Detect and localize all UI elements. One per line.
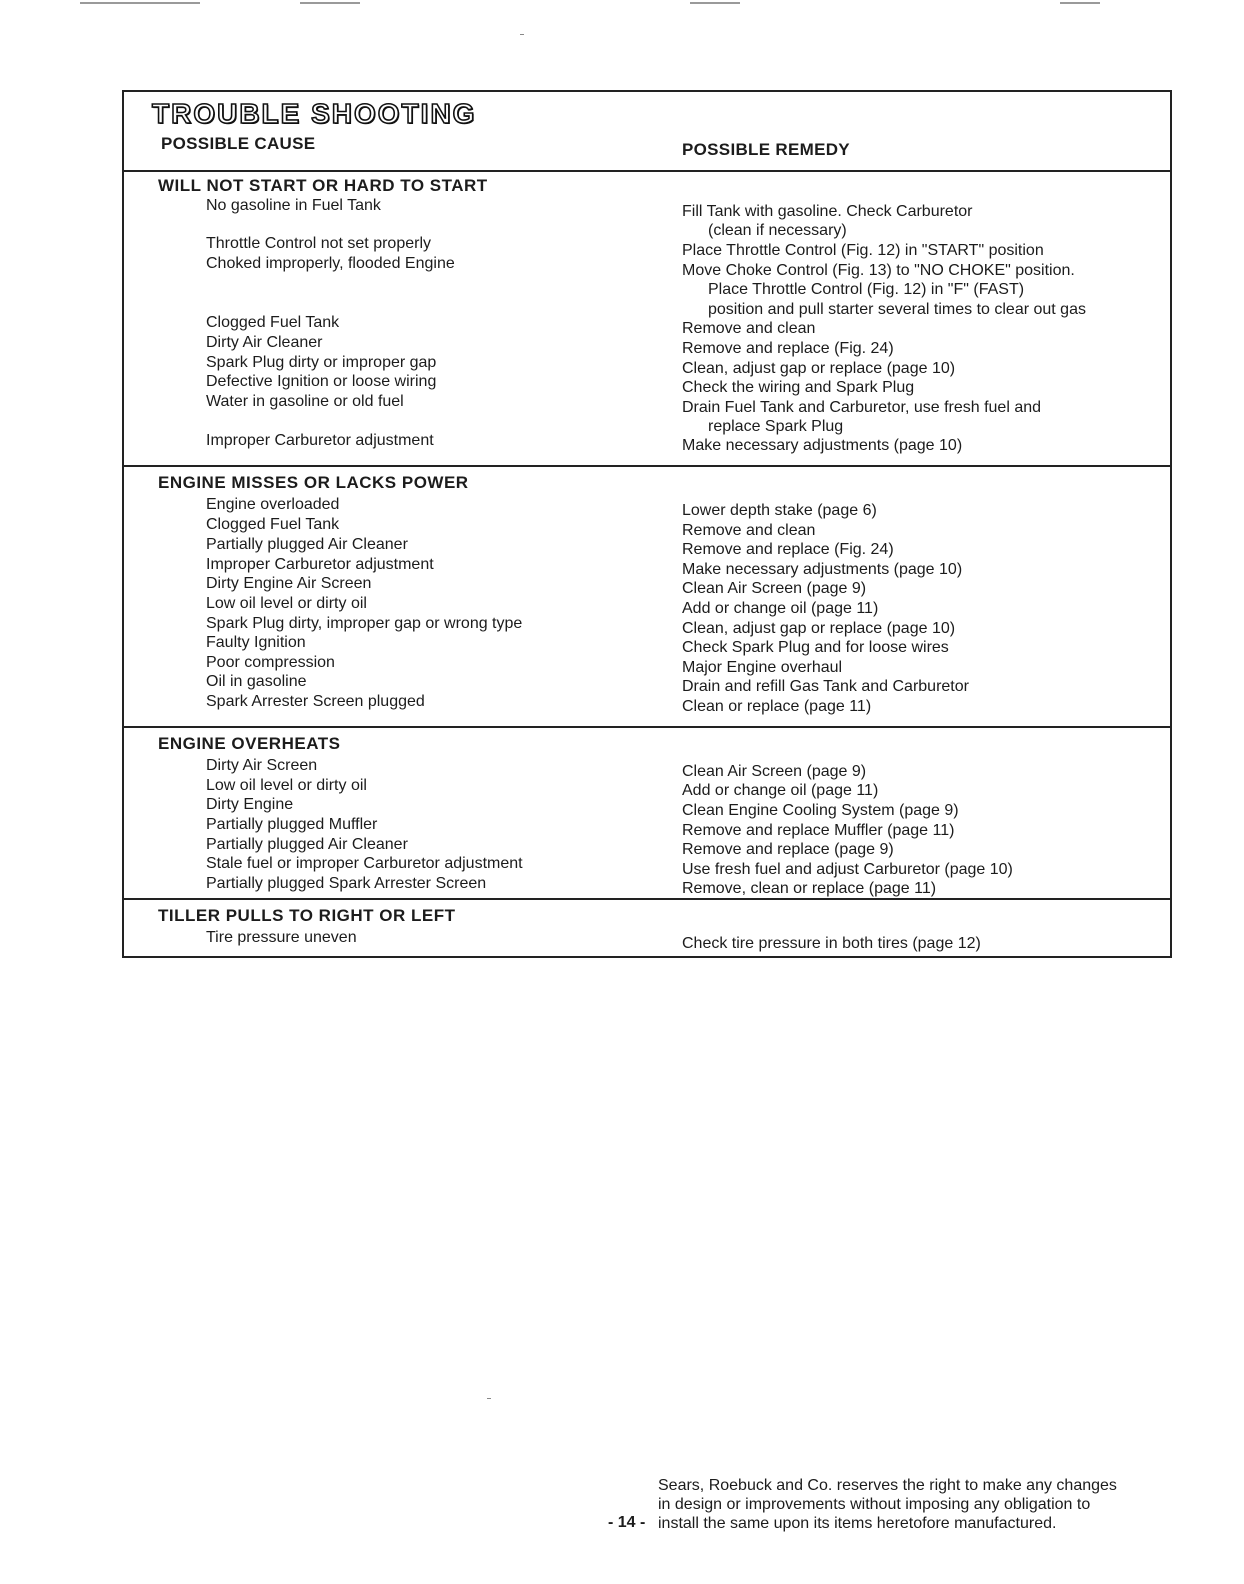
remedy-item: Move Choke Control (Fig. 13) to "NO CHOKE" position. [682, 262, 1075, 279]
cause-item: Clogged Fuel Tank [206, 516, 340, 533]
page-title: TROUBLE SHOOTING [152, 98, 477, 129]
scan-mark [300, 2, 360, 4]
remedy-item: (clean if necessary) [708, 222, 847, 239]
scan-mark [1060, 2, 1100, 4]
cause-item: Partially plugged Air Cleaner [206, 836, 408, 853]
remedy-item: Remove and clean [682, 320, 816, 337]
troubleshooting-table [122, 90, 1172, 958]
cause-item: Throttle Control not set properly [206, 235, 431, 252]
remedy-item: Add or change oil (page 11) [682, 782, 879, 799]
cause-item: Water in gasoline or old fuel [206, 393, 404, 410]
cause-item: Clogged Fuel Tank [206, 314, 340, 331]
section-engine-misses [124, 467, 1170, 728]
remedy-item: Clean Engine Cooling System (page 9) [682, 802, 959, 819]
remedy-item: Major Engine overhaul [682, 659, 843, 676]
cause-item: Dirty Air Cleaner [206, 334, 323, 351]
section-title: ENGINE OVERHEATS [158, 734, 341, 753]
remedy-item: Clean or replace (page 11) [682, 698, 872, 715]
scan-speck [487, 1398, 491, 1399]
remedy-item: Clean, adjust gap or replace (page 10) [682, 360, 956, 377]
page-number: - 14 - [608, 1514, 646, 1531]
cause-item: Partially plugged Spark Arrester Screen [206, 875, 487, 892]
remedy-item: Check the wiring and Spark Plug [682, 379, 915, 396]
scan-mark [80, 2, 200, 4]
remedy-item: Place Throttle Control (Fig. 12) in "F" (FAST) [708, 281, 1025, 298]
cause-item: Spark Plug dirty or improper gap [206, 354, 437, 371]
remedy-item: Remove, clean or replace (page 11) [682, 880, 937, 897]
remedy-item: Remove and replace (page 9) [682, 841, 894, 858]
remedy-item: Lower depth stake (page 6) [682, 502, 877, 519]
remedy-item: Drain and refill Gas Tank and Carburetor [682, 678, 969, 695]
remedy-item: Clean Air Screen (page 9) [682, 580, 867, 597]
cause-item: Dirty Air Screen [206, 757, 318, 774]
remedy-item: position and pull starter several times to clear out gas [708, 301, 1086, 318]
cause-item: Stale fuel or improper Carburetor adjustment [206, 855, 523, 872]
remedy-item: Check Spark Plug and for loose wires [682, 639, 949, 656]
cause-item: Dirty Engine Air Screen [206, 575, 372, 592]
remedy-item: Drain Fuel Tank and Carburetor, use fresh fuel and [682, 399, 1042, 416]
remedy-item: Place Throttle Control (Fig. 12) in "START" position [682, 242, 1044, 259]
remedy-item: Fill Tank with gasoline. Check Carburetor [682, 203, 973, 220]
remedy-item: Clean, adjust gap or replace (page 10) [682, 620, 956, 637]
cause-item: Improper Carburetor adjustment [206, 556, 434, 573]
cause-item: No gasoline in Fuel Tank [206, 197, 381, 214]
remedy-item: Make necessary adjustments (page 10) [682, 561, 963, 578]
cause-item: Poor compression [206, 654, 335, 671]
cause-item: Tire pressure uneven [206, 929, 357, 946]
cause-item: Defective Ignition or loose wiring [206, 373, 437, 390]
cause-item: Low oil level or dirty oil [206, 595, 367, 612]
remedy-item: Remove and replace (Fig. 24) [682, 340, 894, 357]
cause-item: Partially plugged Muffler [206, 816, 378, 833]
scan-speck [520, 34, 524, 35]
cause-item: Choked improperly, flooded Engine [206, 255, 455, 272]
remedy-item: Remove and replace Muffler (page 11) [682, 822, 955, 839]
section-title: ENGINE MISSES OR LACKS POWER [158, 473, 469, 492]
disclaimer-line: install the same upon its items heretofore manufactured. [658, 1515, 1057, 1532]
section-title: TILLER PULLS TO RIGHT OR LEFT [158, 906, 456, 925]
cause-item: Improper Carburetor adjustment [206, 432, 434, 449]
remedy-item: Check tire pressure in both tires (page 12) [682, 935, 981, 952]
cause-item: Partially plugged Air Cleaner [206, 536, 408, 553]
disclaimer-line: Sears, Roebuck and Co. reserves the right to make any changes [658, 1477, 1117, 1494]
section-engine-overheats [124, 728, 1170, 900]
section-title: WILL NOT START OR HARD TO START [158, 176, 488, 195]
cause-item: Oil in gasoline [206, 673, 307, 690]
remedy-item: Use fresh fuel and adjust Carburetor (page 10) [682, 861, 1013, 878]
remedy-item: Remove and clean [682, 522, 816, 539]
remedy-item: Make necessary adjustments (page 10) [682, 437, 963, 454]
cause-item: Spark Plug dirty, improper gap or wrong type [206, 615, 523, 632]
remedy-item: Add or change oil (page 11) [682, 600, 879, 617]
remedy-item: Remove and replace (Fig. 24) [682, 541, 894, 558]
cause-item: Engine overloaded [206, 496, 340, 513]
table-header [124, 92, 1170, 172]
disclaimer-line: in design or improvements without imposing any obligation to [658, 1496, 1091, 1513]
scan-mark [690, 2, 740, 4]
section-tiller-pulls [124, 900, 1170, 956]
section-will-not-start [124, 170, 1170, 467]
disclaimer [658, 1476, 1117, 1533]
remedy-item: Clean Air Screen (page 9) [682, 763, 867, 780]
cause-column-heading: POSSIBLE CAUSE [161, 134, 316, 153]
remedy-item: replace Spark Plug [708, 418, 844, 435]
cause-item: Dirty Engine [206, 796, 294, 813]
cause-item: Low oil level or dirty oil [206, 777, 367, 794]
cause-item: Spark Arrester Screen plugged [206, 693, 425, 710]
remedy-column-heading: POSSIBLE REMEDY [682, 140, 850, 159]
cause-item: Faulty Ignition [206, 634, 306, 651]
